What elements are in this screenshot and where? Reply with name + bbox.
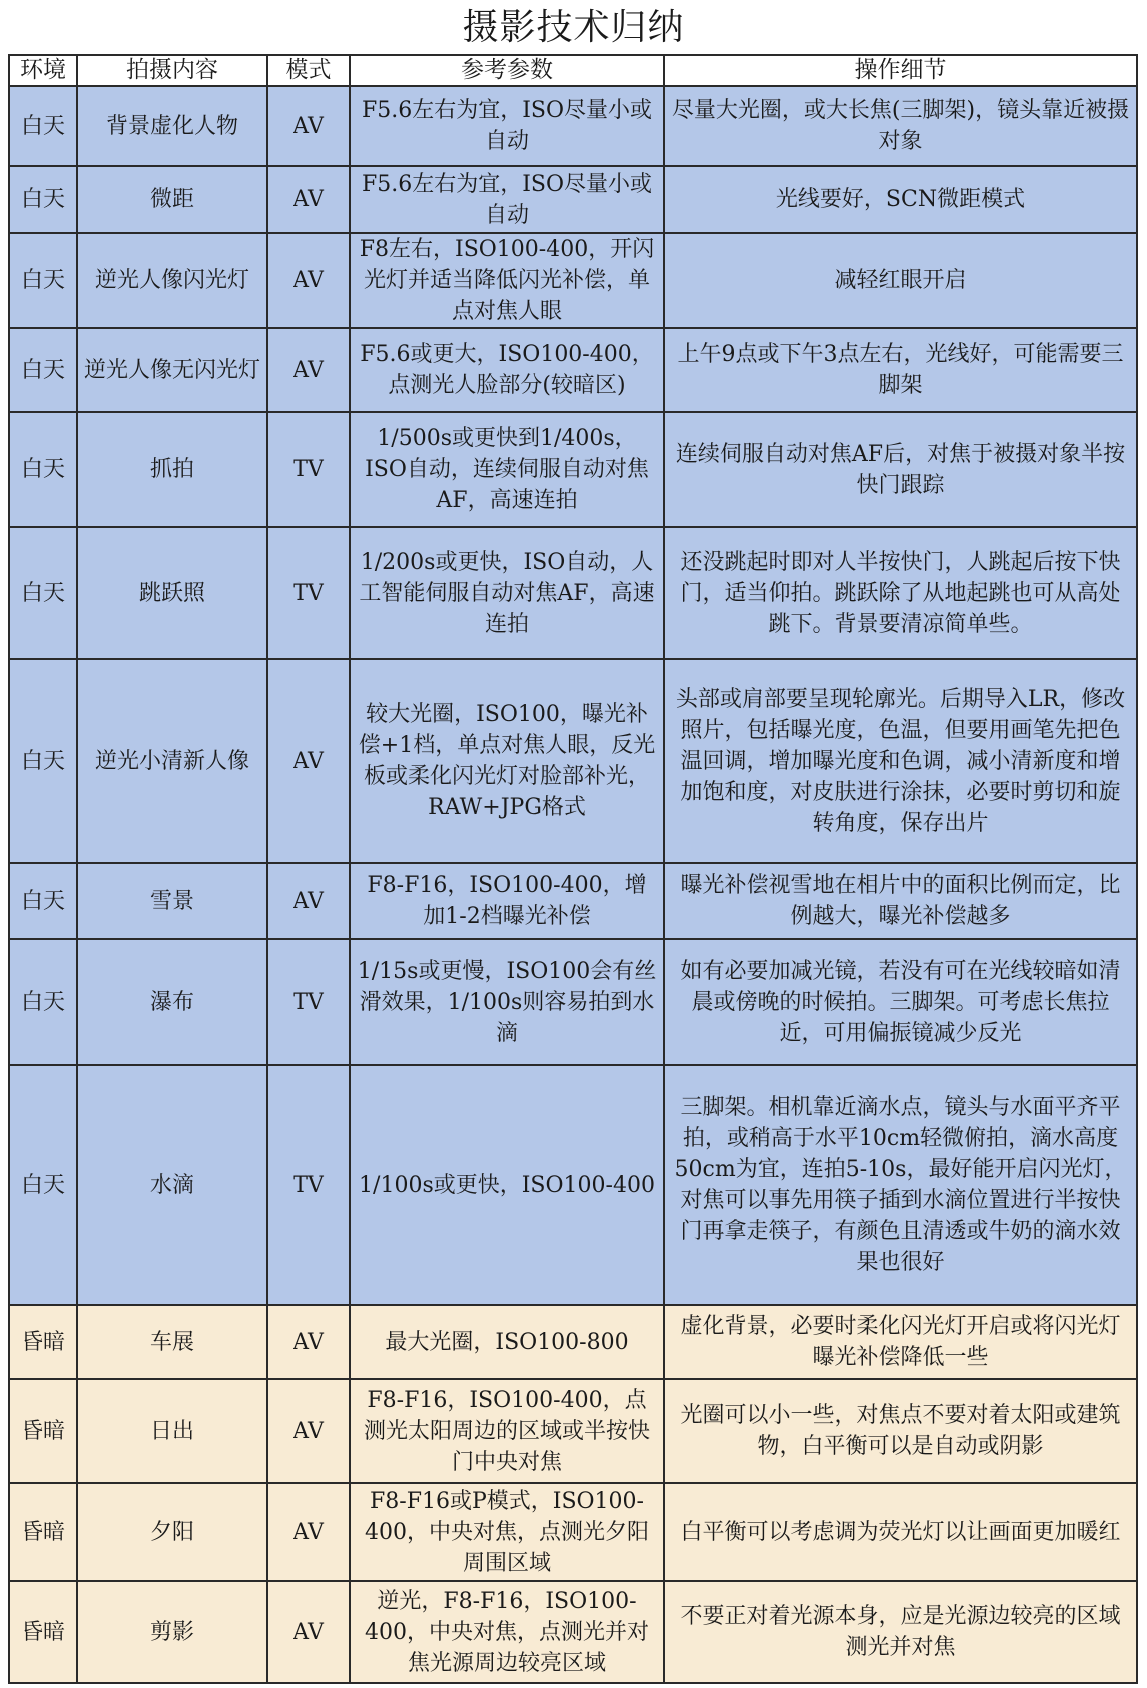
photography-table bbox=[8, 54, 1138, 1684]
cell-env: 白天 bbox=[9, 659, 77, 863]
table-row bbox=[9, 86, 1137, 166]
cell-details: 减轻红眼开启 bbox=[664, 233, 1137, 328]
cell-details: 白平衡可以考虑调为荧光灯以让画面更加暖红 bbox=[664, 1483, 1137, 1581]
cell-details: 上午9点或下午3点左右，光线好，可能需要三脚架 bbox=[664, 328, 1137, 412]
cell-mode: AV bbox=[267, 1379, 350, 1483]
cell-params: F5.6左右为宜，ISO尽量小或自动 bbox=[350, 86, 664, 166]
cell-details: 光线要好，SCN微距模式 bbox=[664, 166, 1137, 233]
cell-params: 1/100s或更快，ISO100-400 bbox=[350, 1065, 664, 1305]
cell-details: 光圈可以小一些，对焦点不要对着太阳或建筑物，白平衡可以是自动或阴影 bbox=[664, 1379, 1137, 1483]
cell-mode: TV bbox=[267, 939, 350, 1065]
cell-subject: 日出 bbox=[77, 1379, 267, 1483]
cell-mode: TV bbox=[267, 412, 350, 527]
cell-env: 白天 bbox=[9, 527, 77, 659]
cell-env: 白天 bbox=[9, 1065, 77, 1305]
cell-details: 还没跳起时即对人半按快门，人跳起后按下快门，适当仰拍。跳跃除了从地起跳也可从高处跳下。背景要清凉简单些。 bbox=[664, 527, 1137, 659]
cell-mode: TV bbox=[267, 527, 350, 659]
cell-params: F8-F16或P模式，ISO100-400，中央对焦，点测光夕阳周围区域 bbox=[350, 1483, 664, 1581]
cell-subject: 跳跃照 bbox=[77, 527, 267, 659]
cell-env: 白天 bbox=[9, 166, 77, 233]
header-subject: 拍摄内容 bbox=[77, 55, 267, 86]
cell-subject: 微距 bbox=[77, 166, 267, 233]
cell-details: 三脚架。相机靠近滴水点，镜头与水面平齐平拍，或稍高于水平10cm轻微俯拍，滴水高度50cm为宜，连拍5-10s，最好能开启闪光灯，对焦可以事先用筷子插到水滴位置进行半按快门再拿走筷子，有颜色且清透或牛奶的滴水效果也很好 bbox=[664, 1065, 1137, 1305]
cell-env: 白天 bbox=[9, 863, 77, 939]
cell-mode: AV bbox=[267, 863, 350, 939]
cell-mode: AV bbox=[267, 86, 350, 166]
cell-subject: 夕阳 bbox=[77, 1483, 267, 1581]
cell-mode: AV bbox=[267, 1305, 350, 1379]
table-row bbox=[9, 1483, 1137, 1581]
cell-env: 白天 bbox=[9, 233, 77, 328]
cell-subject: 逆光人像无闪光灯 bbox=[77, 328, 267, 412]
cell-mode: AV bbox=[267, 659, 350, 863]
cell-subject: 逆光小清新人像 bbox=[77, 659, 267, 863]
cell-mode: AV bbox=[267, 233, 350, 328]
cell-params: 最大光圈，ISO100-800 bbox=[350, 1305, 664, 1379]
table-row bbox=[9, 233, 1137, 328]
cell-details: 尽量大光圈，或大长焦(三脚架)，镜头靠近被摄对象 bbox=[664, 86, 1137, 166]
cell-subject: 背景虚化人物 bbox=[77, 86, 267, 166]
cell-params: F5.6或更大，ISO100-400，点测光人脸部分(较暗区) bbox=[350, 328, 664, 412]
table-row bbox=[9, 412, 1137, 527]
cell-mode: TV bbox=[267, 1065, 350, 1305]
table-row bbox=[9, 1379, 1137, 1483]
cell-env: 白天 bbox=[9, 328, 77, 412]
cell-details: 曝光补偿视雪地在相片中的面积比例而定，比例越大，曝光补偿越多 bbox=[664, 863, 1137, 939]
cell-params: 较大光圈，ISO100，曝光补偿+1档，单点对焦人眼，反光板或柔化闪光灯对脸部补光，RAW+JPG格式 bbox=[350, 659, 664, 863]
table-row bbox=[9, 939, 1137, 1065]
cell-env: 白天 bbox=[9, 939, 77, 1065]
table-row bbox=[9, 166, 1137, 233]
header-env: 环境 bbox=[9, 55, 77, 86]
cell-details: 连续伺服自动对焦AF后，对焦于被摄对象半按快门跟踪 bbox=[664, 412, 1137, 527]
table-row bbox=[9, 1305, 1137, 1379]
table-row bbox=[9, 328, 1137, 412]
cell-params: 1/500s或更快到1/400s，ISO自动，连续伺服自动对焦AF，高速连拍 bbox=[350, 412, 664, 527]
header-row bbox=[9, 55, 1137, 86]
cell-env: 白天 bbox=[9, 86, 77, 166]
table-row bbox=[9, 527, 1137, 659]
cell-details: 虚化背景，必要时柔化闪光灯开启或将闪光灯曝光补偿降低一些 bbox=[664, 1305, 1137, 1379]
cell-params: F8-F16，ISO100-400，增加1-2档曝光补偿 bbox=[350, 863, 664, 939]
page-title: 摄影技术归纳 bbox=[462, 7, 685, 48]
cell-params: F5.6左右为宜，ISO尽量小或自动 bbox=[350, 166, 664, 233]
cell-params: 1/15s或更慢，ISO100会有丝滑效果，1/100s则容易拍到水滴 bbox=[350, 939, 664, 1065]
cell-subject: 雪景 bbox=[77, 863, 267, 939]
cell-mode: AV bbox=[267, 1581, 350, 1683]
cell-env: 昏暗 bbox=[9, 1305, 77, 1379]
table-row bbox=[9, 863, 1137, 939]
cell-params: 1/200s或更快，ISO自动，人工智能伺服自动对焦AF，高速连拍 bbox=[350, 527, 664, 659]
cell-env: 白天 bbox=[9, 412, 77, 527]
cell-details: 不要正对着光源本身，应是光源边较亮的区域测光并对焦 bbox=[664, 1581, 1137, 1683]
table-row bbox=[9, 1581, 1137, 1683]
cell-details: 如有必要加减光镜，若没有可在光线较暗如清晨或傍晚的时候拍。三脚架。可考虑长焦拉近，可用偏振镜减少反光 bbox=[664, 939, 1137, 1065]
cell-params: 逆光，F8-F16，ISO100-400，中央对焦，点测光并对焦光源周边较亮区域 bbox=[350, 1581, 664, 1683]
table-row bbox=[9, 1065, 1137, 1305]
cell-subject: 瀑布 bbox=[77, 939, 267, 1065]
cell-subject: 车展 bbox=[77, 1305, 267, 1379]
header-mode: 模式 bbox=[267, 55, 350, 86]
cell-mode: AV bbox=[267, 166, 350, 233]
cell-env: 昏暗 bbox=[9, 1581, 77, 1683]
cell-subject: 逆光人像闪光灯 bbox=[77, 233, 267, 328]
cell-params: F8-F16，ISO100-400，点测光太阳周边的区域或半按快门中央对焦 bbox=[350, 1379, 664, 1483]
cell-mode: AV bbox=[267, 1483, 350, 1581]
cell-params: F8左右，ISO100-400，开闪光灯并适当降低闪光补偿，单点对焦人眼 bbox=[350, 233, 664, 328]
header-details: 操作细节 bbox=[664, 55, 1137, 86]
cell-env: 昏暗 bbox=[9, 1379, 77, 1483]
cell-details: 头部或肩部要呈现轮廓光。后期导入LR，修改照片，包括曝光度，色温，但要用画笔先把色温回调，增加曝光度和色调，减小清新度和增加饱和度，对皮肤进行涂抹，必要时剪切和旋转角度，保存出片 bbox=[664, 659, 1137, 863]
cell-subject: 剪影 bbox=[77, 1581, 267, 1683]
cell-subject: 抓拍 bbox=[77, 412, 267, 527]
table-row bbox=[9, 659, 1137, 863]
cell-mode: AV bbox=[267, 328, 350, 412]
header-params: 参考参数 bbox=[350, 55, 664, 86]
cell-env: 昏暗 bbox=[9, 1483, 77, 1581]
cell-subject: 水滴 bbox=[77, 1065, 267, 1305]
